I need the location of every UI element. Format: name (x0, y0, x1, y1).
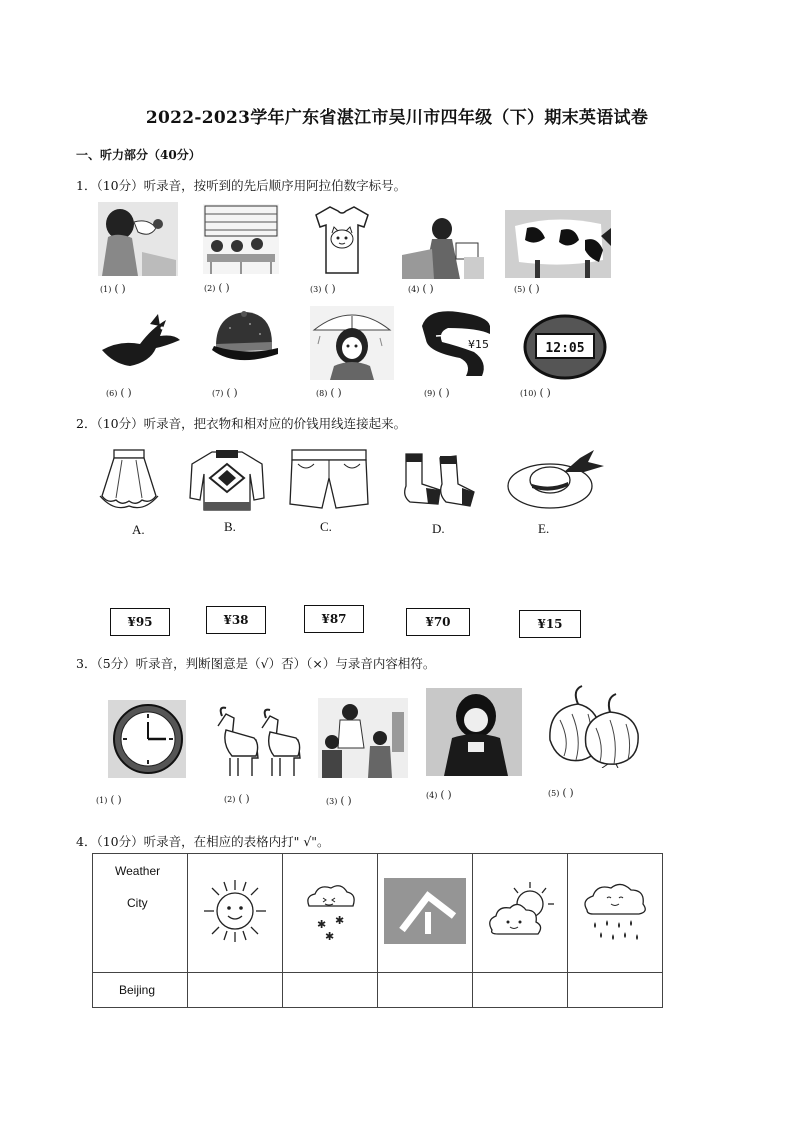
scarf-price-icon (418, 306, 494, 378)
bird-icon (100, 310, 182, 376)
answer-blank[interactable]: ( ) (340, 796, 352, 807)
answer-blank[interactable]: ( ) (528, 284, 540, 295)
price-box-2[interactable]: ¥38 (206, 606, 266, 634)
answer-blank[interactable]: ( ) (120, 388, 132, 399)
answer-blank[interactable]: ( ) (562, 788, 574, 799)
boy-reading-icon (402, 213, 488, 279)
check-cell[interactable] (568, 973, 663, 1008)
cow-icon (505, 210, 611, 278)
answer-blank[interactable]: ( ) (238, 794, 250, 805)
check-cell[interactable] (188, 973, 283, 1008)
rainy-icon (579, 878, 651, 944)
onions-icon (542, 684, 642, 768)
clothing-label-d: D. (432, 521, 445, 536)
page-title: 2022-2023学年广东省湛江市吴川市四年级（下）期末英语试卷 (145, 108, 649, 128)
weather-col-cloudy (473, 854, 568, 973)
weather-col-snowy (283, 854, 378, 973)
scarf-price-tag: ¥15 (468, 338, 489, 351)
answer-blank[interactable]: ( ) (110, 795, 122, 806)
boy-eating-icon (98, 202, 178, 276)
hat-icon (504, 446, 612, 512)
question-3-text: 3．（5分）听录音，判断图意是（√）否）（×）与录音内容相符。 (76, 656, 436, 671)
clothing-label-a: A. (132, 522, 145, 537)
skirt-icon (94, 446, 164, 516)
q1-label-1: (1) ( ) (100, 284, 126, 295)
header-weather-label: Weather (115, 864, 161, 878)
digital-clock-icon (522, 314, 608, 380)
shorts-icon (288, 448, 370, 514)
answer-blank[interactable]: ( ) (114, 284, 126, 295)
goats-icon (212, 704, 302, 778)
weather-col-windy (378, 854, 473, 973)
answer-blank[interactable]: ( ) (440, 790, 452, 801)
classroom-icon (203, 204, 279, 274)
svg-text:✱: ✱ (317, 918, 327, 931)
answer-blank[interactable]: ( ) (422, 284, 434, 295)
windy-icon (384, 878, 466, 944)
q1-label-8: (8) ( ) (316, 388, 342, 399)
clothing-label-b: B. (224, 519, 236, 534)
q1-label-3: (3) ( ) (310, 284, 336, 295)
people-scene-icon (318, 698, 408, 778)
answer-blank[interactable]: ( ) (226, 388, 238, 399)
clothing-label-e: E. (538, 521, 550, 536)
q3-label-5: (5) ( ) (548, 788, 574, 799)
q3-label-4: (4) ( ) (426, 790, 452, 801)
city-cell-beijing: Beijing (93, 973, 188, 1008)
check-cell[interactable] (473, 973, 568, 1008)
q1-label-5: (5) ( ) (514, 284, 540, 295)
answer-blank[interactable]: ( ) (438, 388, 450, 399)
weather-col-sunny (188, 854, 283, 973)
weather-table (92, 853, 663, 1008)
price-box-5[interactable]: ¥15 (519, 610, 581, 638)
q1-label-2: (2) ( ) (204, 283, 230, 294)
q1-label-7: (7) ( ) (212, 388, 238, 399)
cap-icon (206, 306, 280, 370)
q1-label-6: (6) ( ) (106, 388, 132, 399)
svg-text:✱: ✱ (325, 930, 335, 943)
clothing-label-c: C. (320, 519, 332, 534)
q1-label-9: (9) ( ) (424, 388, 450, 399)
answer-blank[interactable]: ( ) (539, 388, 551, 399)
q1-label-4: (4) ( ) (408, 284, 434, 295)
clock-display-text: 12:05 (545, 341, 585, 356)
q3-label-2: (2) ( ) (224, 794, 250, 805)
price-box-3[interactable]: ¥87 (304, 605, 364, 633)
check-cell[interactable] (283, 973, 378, 1008)
sweater-icon (188, 448, 266, 514)
q3-label-1: (1) ( ) (96, 795, 122, 806)
question-1-text: 1．（10分）听录音，按听到的先后顺序用阿拉伯数字标号。 (76, 178, 407, 193)
price-box-1[interactable]: ¥95 (110, 608, 170, 636)
header-city-label: City (127, 896, 148, 910)
answer-blank[interactable]: ( ) (218, 283, 230, 294)
girl-umbrella-icon (310, 306, 394, 380)
answer-blank[interactable]: ( ) (330, 388, 342, 399)
snowy-icon (295, 876, 365, 946)
cat-tshirt-icon (312, 203, 372, 275)
price-box-4[interactable]: ¥70 (406, 608, 470, 636)
q3-label-3: (3) ( ) (326, 796, 352, 807)
sunny-icon (200, 876, 270, 946)
weather-col-rainy (568, 854, 663, 973)
socks-icon (400, 450, 476, 508)
cloudy-icon (484, 880, 556, 942)
answer-blank[interactable]: ( ) (324, 284, 336, 295)
svg-text:✱: ✱ (335, 914, 345, 927)
wall-clock-icon (108, 700, 186, 778)
check-cell[interactable] (378, 973, 473, 1008)
section-heading-listening: 一、听力部分（40分） (76, 148, 201, 162)
question-2-text: 2．（10分）听录音，把衣物和相对应的价钱用线连接起来。 (76, 416, 407, 431)
table-header-cell (93, 854, 188, 973)
q1-label-10: (10) ( ) (520, 388, 551, 399)
question-4-text: 4．（10分）听录音，在相应的表格内打" √"。 (76, 834, 330, 849)
cold-child-icon (426, 688, 522, 776)
